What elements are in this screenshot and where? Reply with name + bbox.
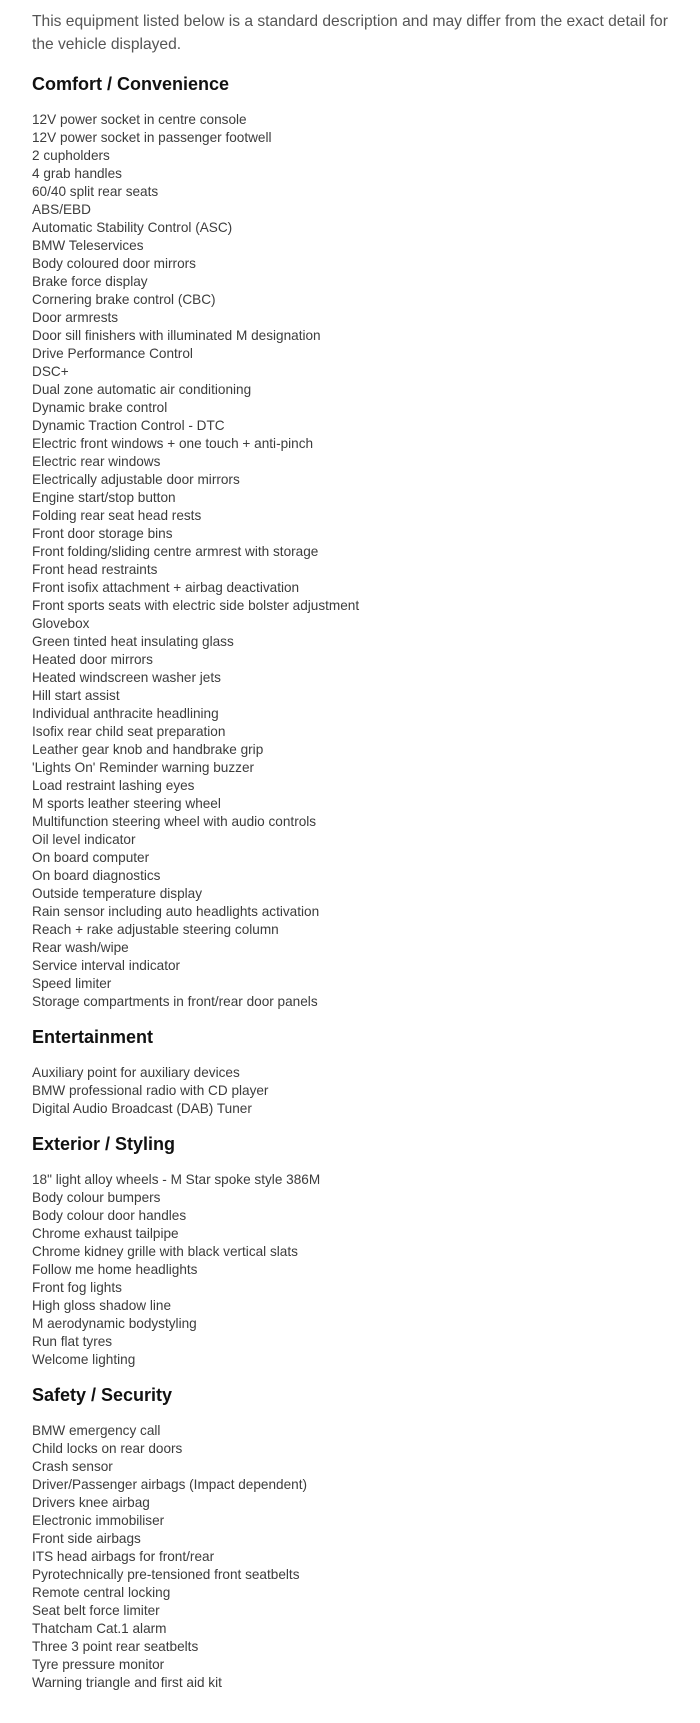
list-item: 18" light alloy wheels - M Star spoke style 386M bbox=[32, 1172, 321, 1187]
equipment-sections bbox=[32, 72, 690, 1692]
list-item: Glovebox bbox=[32, 616, 90, 631]
list-item: BMW professional radio with CD player bbox=[32, 1083, 269, 1098]
list-item: Isofix rear child seat preparation bbox=[32, 724, 226, 739]
list-item: Body colour bumpers bbox=[32, 1190, 161, 1205]
list-item: Auxiliary point for auxiliary devices bbox=[32, 1065, 240, 1080]
list-item: Front folding/sliding centre armrest with storage bbox=[32, 544, 319, 559]
list-item: Thatcham Cat.1 alarm bbox=[32, 1621, 167, 1636]
list-item: Digital Audio Broadcast (DAB) Tuner bbox=[32, 1101, 252, 1116]
list-item: Outside temperature display bbox=[32, 886, 203, 901]
list-item: Door armrests bbox=[32, 310, 119, 325]
list-item: Run flat tyres bbox=[32, 1334, 113, 1349]
section-title: Safety / Security bbox=[32, 1385, 173, 1405]
list-item: M sports leather steering wheel bbox=[32, 796, 221, 811]
list-item: Follow me home headlights bbox=[32, 1262, 198, 1277]
list-item: Pyrotechnically pre-tensioned front seatbelts bbox=[32, 1567, 300, 1582]
list-item: BMW Teleservices bbox=[32, 238, 144, 253]
list-item: ITS head airbags for front/rear bbox=[32, 1549, 215, 1564]
section-title: Exterior / Styling bbox=[32, 1134, 176, 1154]
list-item: Chrome kidney grille with black vertical slats bbox=[32, 1244, 298, 1259]
section-entertainment bbox=[32, 1025, 690, 1118]
list-item: Child locks on rear doors bbox=[32, 1441, 183, 1456]
list-item: Drive Performance Control bbox=[32, 346, 193, 361]
list-item: Heated windscreen washer jets bbox=[32, 670, 221, 685]
list-item: Front head restraints bbox=[32, 562, 158, 577]
list-item: Leather gear knob and handbrake grip bbox=[32, 742, 264, 757]
list-item: Front door storage bins bbox=[32, 526, 173, 541]
list-item: Multifunction steering wheel with audio controls bbox=[32, 814, 317, 829]
list-item: Chrome exhaust tailpipe bbox=[32, 1226, 179, 1241]
list-item: Warning triangle and first aid kit bbox=[32, 1675, 222, 1690]
list-item: Heated door mirrors bbox=[32, 652, 153, 667]
list-item: Seat belt force limiter bbox=[32, 1603, 160, 1618]
list-item: Driver/Passenger airbags (Impact dependent) bbox=[32, 1477, 308, 1492]
list-item: Brake force display bbox=[32, 274, 148, 289]
equipment-list bbox=[32, 1171, 690, 1369]
list-item: Remote central locking bbox=[32, 1585, 171, 1600]
list-item: DSC+ bbox=[32, 364, 69, 379]
list-item: M aerodynamic bodystyling bbox=[32, 1316, 197, 1331]
list-item: 'Lights On' Reminder warning buzzer bbox=[32, 760, 255, 775]
list-item: Reach + rake adjustable steering column bbox=[32, 922, 279, 937]
list-item: Crash sensor bbox=[32, 1459, 113, 1474]
equipment-list bbox=[32, 111, 690, 1011]
list-item: 2 cupholders bbox=[32, 148, 110, 163]
list-item: Front fog lights bbox=[32, 1280, 122, 1295]
list-item: Oil level indicator bbox=[32, 832, 136, 847]
list-item: Engine start/stop button bbox=[32, 490, 176, 505]
list-item: Folding rear seat head rests bbox=[32, 508, 202, 523]
list-item: On board computer bbox=[32, 850, 150, 865]
list-item: Electronic immobiliser bbox=[32, 1513, 165, 1528]
intro-disclaimer: This equipment listed below is a standard description and may differ from the exact detail for the vehicle displayed. bbox=[32, 13, 668, 53]
list-item: Individual anthracite headlining bbox=[32, 706, 219, 721]
list-item: Front sports seats with electric side bolster adjustment bbox=[32, 598, 360, 613]
section-safety-security bbox=[32, 1383, 690, 1692]
list-item: Load restraint lashing eyes bbox=[32, 778, 195, 793]
list-item: Rear wash/wipe bbox=[32, 940, 129, 955]
list-item: Speed limiter bbox=[32, 976, 112, 991]
list-item: Green tinted heat insulating glass bbox=[32, 634, 234, 649]
list-item: Door sill finishers with illuminated M designation bbox=[32, 328, 321, 343]
list-item: Dynamic brake control bbox=[32, 400, 168, 415]
list-item: Front isofix attachment + airbag deactivation bbox=[32, 580, 300, 595]
list-item: On board diagnostics bbox=[32, 868, 161, 883]
list-item: 12V power socket in centre console bbox=[32, 112, 247, 127]
list-item: Drivers knee airbag bbox=[32, 1495, 150, 1510]
list-item: 60/40 split rear seats bbox=[32, 184, 159, 199]
list-item: Automatic Stability Control (ASC) bbox=[32, 220, 233, 235]
list-item: Electrically adjustable door mirrors bbox=[32, 472, 240, 487]
list-item: Electric rear windows bbox=[32, 454, 161, 469]
list-item: BMW emergency call bbox=[32, 1423, 161, 1438]
list-item: Service interval indicator bbox=[32, 958, 181, 973]
list-item: Tyre pressure monitor bbox=[32, 1657, 165, 1672]
list-item: Welcome lighting bbox=[32, 1352, 136, 1367]
list-item: Three 3 point rear seatbelts bbox=[32, 1639, 199, 1654]
list-item: High gloss shadow line bbox=[32, 1298, 172, 1313]
section-comfort-convenience bbox=[32, 72, 690, 1011]
list-item: Dual zone automatic air conditioning bbox=[32, 382, 252, 397]
list-item: ABS/EBD bbox=[32, 202, 91, 217]
list-item: Hill start assist bbox=[32, 688, 120, 703]
section-title: Comfort / Convenience bbox=[32, 74, 230, 94]
list-item: Cornering brake control (CBC) bbox=[32, 292, 216, 307]
equipment-list bbox=[32, 1422, 690, 1692]
list-item: 4 grab handles bbox=[32, 166, 122, 181]
list-item: Storage compartments in front/rear door panels bbox=[32, 994, 318, 1009]
section-title: Entertainment bbox=[32, 1027, 154, 1047]
list-item: Dynamic Traction Control - DTC bbox=[32, 418, 225, 433]
list-item: Electric front windows + one touch + anti-pinch bbox=[32, 436, 314, 451]
list-item: Body colour door handles bbox=[32, 1208, 187, 1223]
list-item: Front side airbags bbox=[32, 1531, 141, 1546]
equipment-list bbox=[32, 1064, 690, 1118]
list-item: Rain sensor including auto headlights activation bbox=[32, 904, 320, 919]
list-item: Body coloured door mirrors bbox=[32, 256, 196, 271]
list-item: 12V power socket in passenger footwell bbox=[32, 130, 272, 145]
section-exterior-styling bbox=[32, 1132, 690, 1369]
